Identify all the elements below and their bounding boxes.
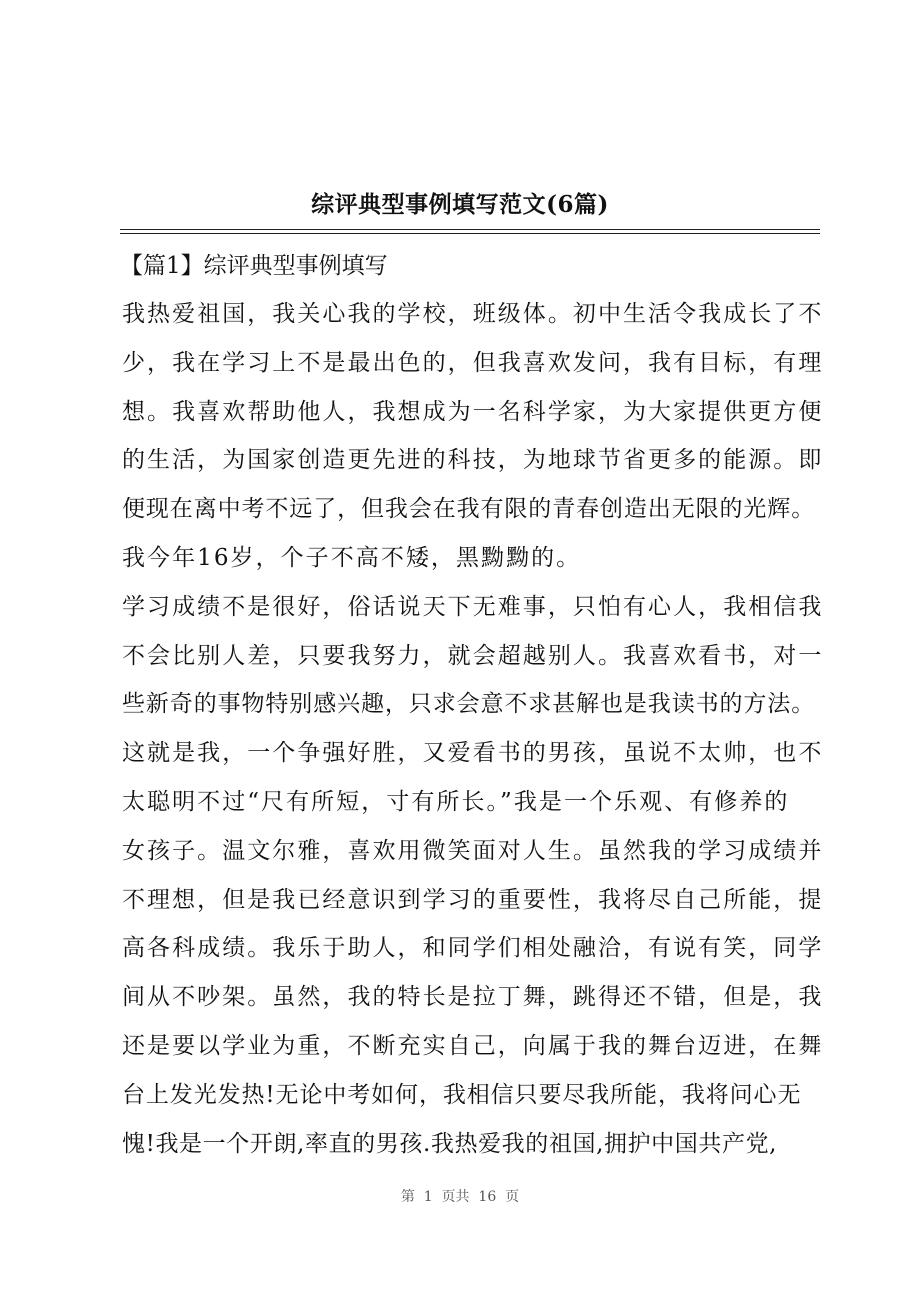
document-title: 综评典型事例填写范文(6篇): [311, 191, 609, 218]
body-line: 想。我喜欢帮助他人，我想成为一名科学家，为大家提供更方便: [122, 398, 824, 425]
body-line: 不理想，但是我已经意识到学习的重要性，我将尽自己所能，提: [122, 886, 824, 913]
body-line: 愧!我是一个开朗,率直的男孩.我热爱我的祖国,拥护中国共产党,: [122, 1130, 778, 1157]
body-line: 台上发光发热!无论中考如何，我相信只要尽我所能，我将问心无: [122, 1081, 802, 1108]
body-line: 太聪明不过“尺有所短，寸有所长。”我是一个乐观、有修养的: [122, 788, 790, 815]
body-line: 女孩子。温文尔雅，喜欢用微笑面对人生。虽然我的学习成绩并: [122, 837, 824, 864]
body-line: 学习成绩不是很好，俗话说天下无难事，只怕有心人，我相信我: [122, 593, 824, 620]
body-line: 我今年16岁，个子不高不矮，黑黝黝的。: [122, 544, 582, 571]
title-divider-top: [120, 229, 820, 230]
body-line: 间从不吵架。虽然，我的特长是拉丁舞，跳得还不错，但是，我: [122, 984, 824, 1011]
body-text: [122, 290, 842, 1168]
body-line: 不会比别人差，只要我努力，就会超越别人。我喜欢看书，对一: [122, 642, 824, 669]
body-line: 些新奇的事物特别感兴趣，只求会意不求甚解也是我读书的方法。: [122, 691, 816, 718]
section-heading: 【篇1】综评典型事例填写: [120, 253, 388, 279]
title-divider-bottom: [120, 233, 820, 234]
body-line: 的生活，为国家创造更先进的科技，为地球节省更多的能源。即: [122, 447, 824, 474]
body-line: 高各科成绩。我乐于助人，和同学们相处融洽，有说有笑，同学: [122, 935, 824, 962]
body-line: 少，我在学习上不是最出色的，但我喜欢发问，我有目标，有理: [122, 349, 824, 376]
body-line: 便现在离中考不远了，但我会在我有限的青春创造出无限的光辉。: [122, 496, 816, 523]
body-line: 这就是我，一个争强好胜，又爱看书的男孩，虽说不太帅，也不: [122, 740, 824, 767]
body-line: 我热爱祖国，我关心我的学校，班级体。初中生活令我成长了不: [122, 301, 824, 327]
body-line: 还是要以学业为重，不断充实自己，向属于我的舞台迈进，在舞: [122, 1032, 824, 1059]
page-footer: 第 1 页共 16 页: [400, 1189, 520, 1205]
